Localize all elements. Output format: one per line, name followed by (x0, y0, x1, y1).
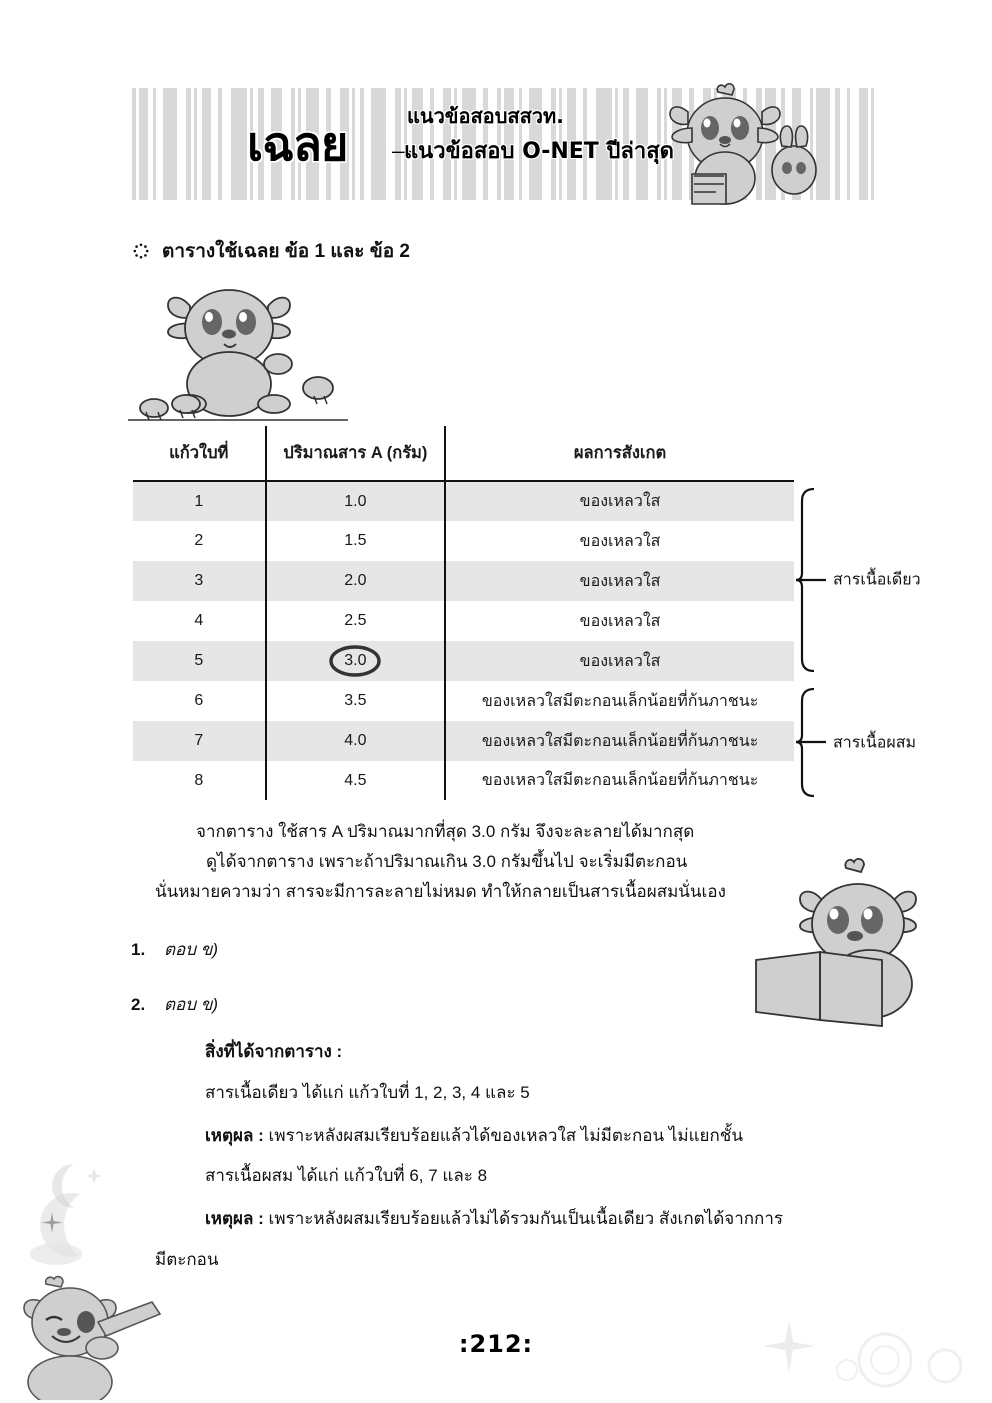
detail-reason-2-text: เพราะหลังผสมเรียบร้อยแล้วไม่ได้รวมกันเป็นเนื้อเดียว สังเกตได้จากการ (263, 1209, 784, 1228)
explanation-line-2: ดูได้จากตาราง เพราะถ้าปริมาณเกิน 3.0 กรัมขึ้นไป จะเริ่มมีตะกอน (206, 852, 688, 871)
table-row (132, 561, 795, 601)
answer-text-2: ตอบ ข) (164, 995, 219, 1014)
cell-substance-amount (266, 641, 446, 681)
table-row (132, 761, 795, 801)
section-heading (133, 236, 410, 266)
cell-substance-amount: 1.0 (266, 481, 446, 521)
table-header-row (132, 425, 795, 481)
header-observation: ผลการสังเกต (445, 425, 795, 481)
cell-glass-number: 7 (132, 721, 266, 761)
table-row (132, 721, 795, 761)
page-number: :212: (458, 1330, 534, 1358)
moon-cloud-watermark-icon (26, 1188, 112, 1270)
cell-observation: ของเหลวใส (445, 481, 795, 521)
answer-number-2: 2. (131, 995, 146, 1014)
handwritten-circle-annotation (340, 651, 370, 671)
cell-substance-amount: 4.5 (266, 761, 446, 801)
detail-homogeneous-list: สารเนื้อเดียว ได้แก่ แก้วใบที่ 1, 2, 3, 4 และ 5 (205, 1083, 530, 1102)
brace-mixture (796, 685, 986, 800)
answer-item-2 (131, 991, 218, 1018)
detail-reason-2 (205, 1205, 783, 1232)
cell-substance-amount-value: 3.0 (344, 652, 367, 669)
header-banner (132, 88, 874, 200)
cell-substance-amount: 4.0 (266, 721, 446, 761)
brace-homogeneous-label: สารเนื้อเดียว (833, 571, 921, 589)
cell-observation: ของเหลวใสมีตะกอนเล็กน้อยที่ก้นภาชนะ (481, 772, 759, 789)
cell-substance-amount: 2.5 (266, 601, 446, 641)
cell-glass-number: 4 (132, 601, 266, 641)
detail-reason-2-continued: มีตะกอน (155, 1250, 219, 1269)
cell-substance-amount: 1.5 (266, 521, 446, 561)
table-body (132, 481, 795, 801)
brace-homogeneous (796, 485, 986, 675)
header-glass-number: แก้วใบที่ (132, 425, 266, 481)
cell-observation: ของเหลวใส (579, 612, 661, 630)
table-row (132, 521, 795, 561)
explanation-line-1: จากตาราง ใช้สาร A ปริมาณมากที่สุด 3.0 กรัม จึงจะละลายได้มากสุด (196, 822, 695, 841)
header-substance-amount: ปริมาณสาร A (กรัม) (266, 425, 446, 481)
detail-reason-1-text: เพราะหลังผสมเรียบร้อยแล้วได้ของเหลวใส ไม่มีตะกอน ไม่แยกชั้น (263, 1126, 743, 1145)
table-row (132, 641, 795, 681)
section-heading-label: ตารางใช้เฉลย ข้อ 1 และ ข้อ 2 (162, 241, 410, 262)
cell-glass-number: 5 (132, 641, 266, 681)
detail-heading: สิ่งที่ได้จากตาราง : (205, 1042, 343, 1061)
detail-reason-2-label: เหตุผล : (205, 1209, 264, 1228)
observation-table (131, 424, 796, 802)
cell-substance-amount: 3.5 (266, 681, 446, 721)
arrow-icon: → (385, 128, 419, 166)
table-row (132, 681, 795, 721)
dotted-circle-icon (133, 243, 149, 259)
detail-reason-1 (205, 1122, 743, 1149)
cell-glass-number: 6 (132, 681, 266, 721)
answer-number-1: 1. (131, 940, 146, 959)
brace-mixture-label: สารเนื้อผสม (833, 734, 917, 751)
cell-glass-number: 2 (132, 521, 266, 561)
cell-substance-amount: 2.0 (266, 561, 446, 601)
table-row (132, 601, 795, 641)
buffalo-with-clipboard-icon (622, 82, 842, 208)
cell-glass-number: 1 (132, 481, 266, 521)
cell-observation: ของเหลวใส (579, 532, 661, 550)
detail-reason-1-label: เหตุผล : (205, 1126, 264, 1145)
cell-observation: ของเหลวใสมีตะกอนเล็กน้อยที่ก้นภาชนะ (481, 692, 759, 710)
table-row (132, 481, 795, 521)
detail-mixture-list: สารเนื้อผสม ได้แก่ แก้วใบที่ 6, 7 และ 8 (205, 1166, 488, 1185)
cell-observation: ของเหลวใส (445, 561, 795, 601)
buffalo-reading-book-icon (744, 856, 972, 1046)
banner-title: เฉลย (247, 117, 348, 172)
explanation-line-3: นั่นหมายความว่า สารจะมีการละลายไม่หมด ทำให้กลายเป็นสารเนื้อผสมนั่นเอง (155, 882, 726, 901)
cell-glass-number: 8 (132, 761, 266, 801)
banner-subtitle-line2: แนวข้อสอบ O-NET ปีล่าสุด (404, 139, 674, 164)
cell-glass-number: 3 (132, 561, 266, 601)
answer-text-1: ตอบ ข) (164, 940, 219, 959)
buffalo-sitting-with-birds-icon (128, 272, 348, 424)
observation-table-wrapper (131, 424, 796, 802)
banner-subtitle-line1: แนวข้อสอบสสวท. (407, 104, 564, 128)
answer-item-1 (131, 936, 218, 963)
cell-observation: ของเหลวใสมีตะกอนเล็กน้อยที่ก้นภาชนะ (445, 721, 795, 761)
cell-observation: ของเหลวใส (445, 641, 795, 681)
